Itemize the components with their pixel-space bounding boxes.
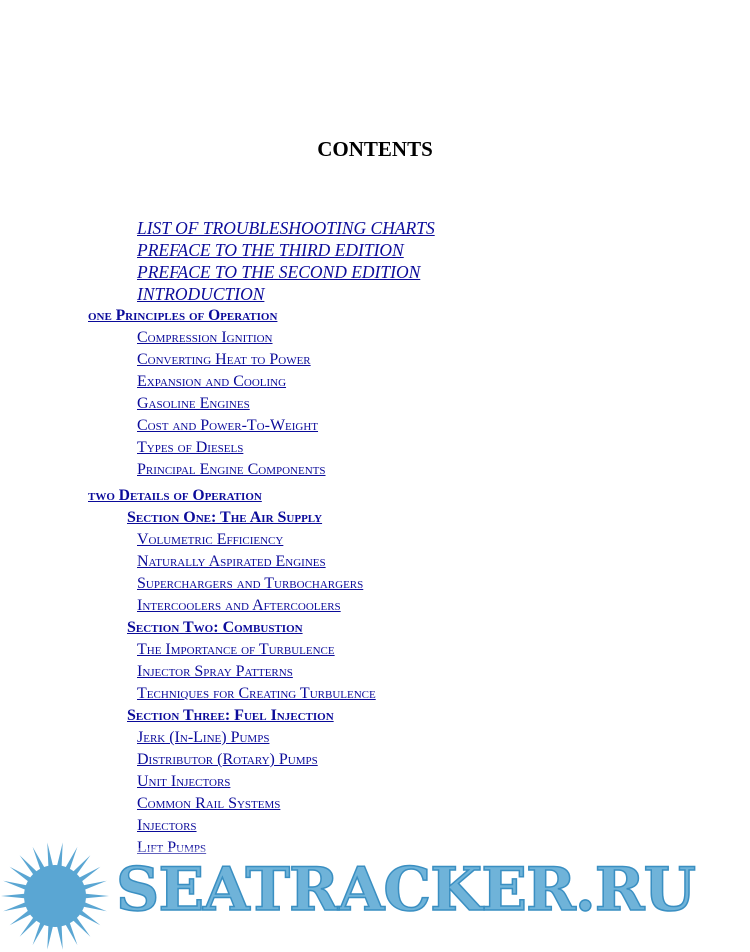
sun-ray	[81, 901, 107, 911]
toc-item[interactable]: Injector Spray Patterns	[137, 663, 293, 680]
watermark-band	[0, 848, 750, 942]
toc-item[interactable]: Gasoline Engines	[137, 395, 250, 412]
toc-link-introduction[interactable]: INTRODUCTION	[137, 284, 265, 304]
sun-ray	[10, 867, 33, 883]
page-title: CONTENTS	[317, 137, 433, 161]
toc-item[interactable]: Cost and Power-To-Weight	[137, 417, 319, 434]
toc-link-preface-second-edition[interactable]: PREFACE TO THE SECOND EDITION	[137, 262, 421, 282]
toc-item[interactable]: Injectors	[137, 817, 197, 834]
sun-ray	[3, 901, 29, 911]
sun-ray	[3, 881, 29, 891]
toc-item[interactable]: Volumetric Efficiency	[137, 531, 284, 548]
sun-ray	[47, 923, 53, 949]
sun-ray	[77, 867, 100, 883]
toc-section-air-supply[interactable]: Section One: The Air Supply	[127, 509, 323, 526]
watermark-text: SEATRACKER.RU	[116, 855, 695, 925]
toc-item[interactable]: Lift Pumps	[137, 839, 207, 856]
toc-item[interactable]: Unit Injectors	[137, 773, 231, 790]
sun-ray	[71, 915, 90, 936]
toc-item[interactable]: Compression Ignition	[137, 329, 273, 346]
toc-item[interactable]: Techniques for Creating Turbulence	[137, 685, 376, 702]
sun-ray	[57, 923, 63, 949]
toc-item[interactable]: The Importance of Turbulence	[137, 641, 335, 658]
toc-item[interactable]: Expansion and Cooling	[137, 373, 287, 390]
sun-ray	[33, 920, 46, 945]
toc-item[interactable]: Superchargers and Turbochargers	[137, 575, 364, 592]
toc-item[interactable]: Naturally Aspirated Engines	[137, 553, 326, 570]
sun-ray	[81, 881, 107, 891]
toc-item[interactable]: Converting Heat to Power	[137, 351, 311, 368]
toc-chapter-two[interactable]: two Details of Operation	[88, 487, 262, 504]
sun-ray	[20, 915, 39, 936]
toc-item[interactable]: Jerk (In-Line) Pumps	[137, 729, 270, 746]
toc-item[interactable]: Principal Engine Components	[137, 461, 326, 478]
toc-item[interactable]: Common Rail Systems	[137, 795, 281, 812]
toc-section-fuel-injection[interactable]: Section Three: Fuel Injection	[127, 707, 334, 724]
sun-ray	[1, 894, 27, 899]
sun-ray	[10, 909, 33, 925]
toc-section-combustion[interactable]: Section Two: Combustion	[127, 619, 303, 636]
toc-item[interactable]: Intercoolers and Aftercoolers	[137, 597, 341, 614]
toc-item[interactable]: Types of Diesels	[137, 439, 244, 456]
toc-link-troubleshooting-charts[interactable]: LIST OF TROUBLESHOOTING CHARTS	[137, 218, 435, 238]
toc-chapter-one[interactable]: one Principles of Operation	[88, 307, 278, 324]
sun-ray	[64, 920, 77, 945]
toc-item[interactable]: Distributor (Rotary) Pumps	[137, 751, 318, 768]
toc-link-preface-third-edition[interactable]: PREFACE TO THE THIRD EDITION	[137, 240, 404, 260]
table-of-contents	[0, 217, 750, 859]
sun-ray	[77, 909, 100, 925]
sun-ray	[83, 894, 109, 899]
